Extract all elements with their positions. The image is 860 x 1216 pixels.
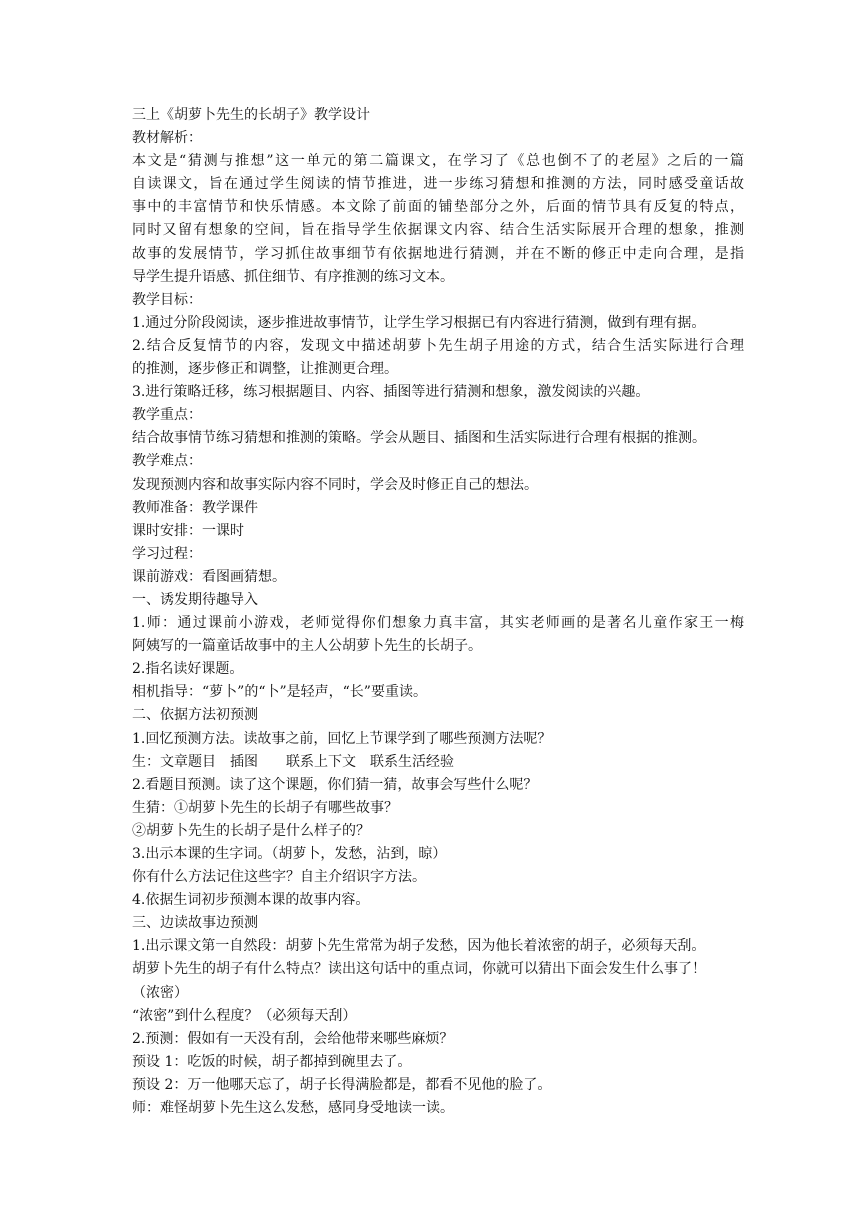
paragraph-line: 1.通过分阶段阅读，逐步推进故事情节，让学生学习根据已有内容进行猜测，做到有理有据。 (132, 314, 706, 331)
section-heading: 教学重点： (132, 407, 202, 424)
document-body (132, 104, 744, 1120)
paragraph-line: 预设 2：万一他哪天忘了，胡子长得满脸都是，都看不见他的脸了。 (132, 1076, 552, 1093)
section-heading: 教学目标： (132, 291, 202, 308)
paragraph-line: 生猜：①胡萝卜先生的长胡子有哪些故事？ (132, 799, 398, 816)
paragraph-line: 3.进行策略迁移，练习根据题目、内容、插图等进行猜测和想象，激发阅读的兴趣。 (132, 384, 650, 401)
paragraph-line: 的推测，逐步修正和调整，让推测更合理。 (132, 361, 398, 378)
paragraph-line: 2.结合反复情节的内容，发现文中描述胡萝卜先生胡子用途的方式，结合生活实际进行合理 (132, 337, 744, 354)
paragraph-line: 师：难怪胡萝卜先生这么发愁，感同身受地读一读。 (132, 1100, 454, 1117)
paragraph-line: 结合故事情节练习猜想和推测的策略。学会从题目、插图和生活实际进行合理有根据的推测。 (132, 430, 706, 447)
paragraph-line: 事中的丰富情节和快乐情感。本文除了前面的铺垫部分之外，后面的情节具有反复的特点， (132, 199, 744, 216)
section-heading: 二、依据方法初预测 (132, 707, 258, 724)
paragraph-line: 故事的发展情节，学习抓住故事细节有依据地进行猜测，并在不断的修正中走向合理，是指 (132, 245, 744, 262)
paragraph-line: 1.回忆预测方法。读故事之前，回忆上节课学到了哪些预测方法呢？ (132, 730, 552, 747)
paragraph-line: 教师准备：教学课件 (132, 499, 258, 516)
paragraph-line: 2.指名读好课题。 (132, 661, 244, 678)
paragraph-line: 课时安排：一课时 (132, 522, 244, 539)
paragraph-line: 同时又留有想象的空间，旨在指导学生依据课文内容、结合生活实际展开合理的想象，推测 (132, 222, 744, 239)
paragraph-line: 3.出示本课的生字词。（胡萝卜，发愁，沾到，晾） (132, 846, 447, 862)
paragraph-line: 4.依据生词初步预测本课的故事内容。 (132, 892, 370, 909)
paragraph-line: 自读课文，旨在通过学生阅读的情节推进，进一步练习猜想和推测的方法，同时感受童话故 (132, 176, 744, 193)
section-heading: 教学难点： (132, 453, 202, 470)
paragraph-line: 胡萝卜先生的胡子有什么特点？读出这句话中的重点词，你就可以猜出下面会发生什么事了！ (132, 961, 706, 978)
paragraph-line: “浓密”到什么程度？（必须每天刮） (132, 1007, 357, 1024)
document-title: 三上《胡萝卜先生的长胡子》教学设计 (132, 107, 370, 123)
paragraph-line: 你有什么方法记住这些字？自主介绍识字方法。 (132, 869, 426, 886)
paragraph-line: 课前游戏：看图画猜想。 (132, 568, 286, 585)
section-heading: 教材解析： (132, 130, 202, 147)
paragraph-line: 2.预测：假如有一天没有刮，会给他带来哪些麻烦？ (132, 1030, 454, 1047)
paragraph-line: （浓密） (132, 984, 188, 1001)
section-heading: 一、诱发期待趣导入 (132, 591, 258, 608)
paragraph-line: ②胡萝卜先生的长胡子是什么样子的？ (132, 822, 370, 839)
paragraph-line: 2.看题目预测。读了这个课题，你们猜一猜，故事会写些什么呢？ (132, 776, 538, 793)
section-heading: 三、边读故事边预测 (132, 915, 258, 932)
paragraph-line: 本文是“猜测与推想”这一单元的第二篇课文，在学习了《总也倒不了的老屋》之后的一篇 (132, 153, 744, 170)
paragraph-line: 阿姨写的一篇童话故事中的主人公胡萝卜先生的长胡子。 (132, 638, 482, 655)
paragraph-line: 发现预测内容和故事实际内容不同时，学会及时修正自己的想法。 (132, 476, 538, 493)
paragraph-line: 1.出示课文第一自然段：胡萝卜先生常常为胡子发愁，因为他长着浓密的胡子，必须每天刮。 (132, 938, 706, 955)
paragraph-line: 生：文章题目 插图 联系上下文 联系生活经验 (132, 753, 454, 770)
paragraph-line: 导学生提升语感、抓住细节、有序推测的练习文本。 (132, 268, 454, 285)
paragraph-line: 相机指导：“萝卜”的“卜”是轻声，“长”要重读。 (132, 684, 427, 701)
paragraph-line: 预设 1：吃饭的时候，胡子都掉到碗里去了。 (132, 1053, 412, 1070)
paragraph-line: 1.师：通过课前小游戏，老师觉得你们想象力真丰富，其实老师画的是著名儿童作家王一梅 (132, 615, 744, 632)
section-heading: 学习过程： (132, 545, 202, 562)
